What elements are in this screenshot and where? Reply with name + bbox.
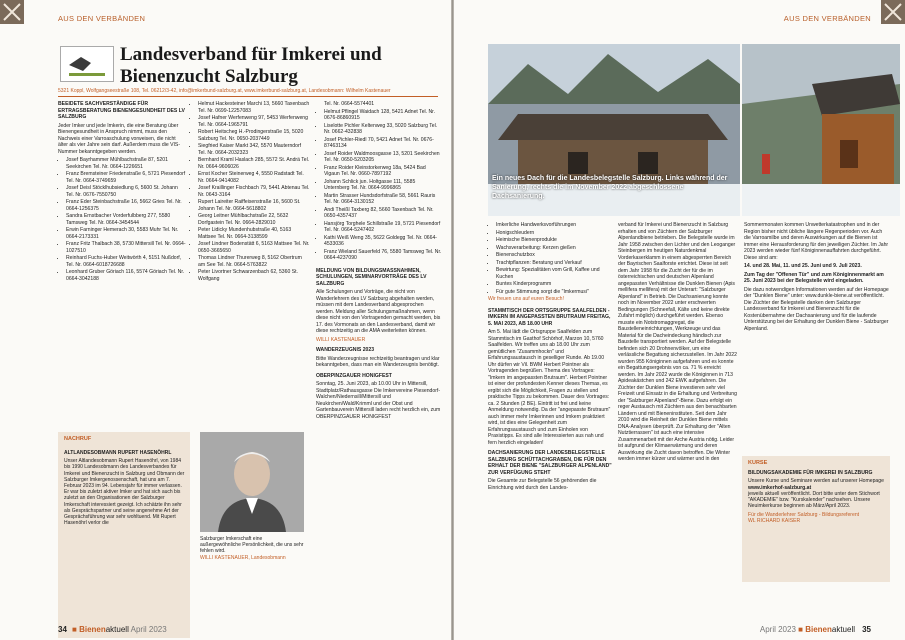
column-1 — [58, 101, 186, 283]
list-item: • Trachtpflanzen: Beratung und Verkauf — [496, 260, 612, 267]
paragraph: Die dazu notwendigen Informationen werden auf der Homepage der "Dunklen Biene" unter: www.dunkle-biene.at veröffentlicht. Die Züchter der Belegstelle danken dem Salzburger Landesverband für Imkerei und Bienenzucht für die Kostenübernahme der Dachsanierung und für die laufende Unterstützung bei der Erhaltung der Dunklen Biene - Salzburger Alpenland. — [744, 286, 889, 332]
welcome-line: Wir freuen uns auf euren Besuch! — [488, 296, 564, 302]
intro-paragraph: Jeder Imker und jede Imkerin, die eine Beratung über Bienengesundheit in Anspruch nimmt, muss den Nachweis einer Varroaschulung vorweisen, die nicht älter als vier Jahre sein darf. Außerdem muss die VIS-Nummer bekanntgegeben werden. — [58, 122, 181, 155]
list-item: • Honigschleudern — [496, 230, 612, 237]
list-item: • Peter Livortner Schwarzenbach 62, 5360 St. Wolfgang — [198, 269, 310, 282]
paragraph: Sommermonaten kommen Unwetterkatastrophen und in der Region bisher nicht übliche längere Regenperioden vor. Auch die Varroamilbe und deren Auswirkungen auf die Bienen ist immer eine Herausforderung für den jeweiligen Züchter. Im Jahr 2023 werden wieder fünf Königinnenauffahrten durchgeführt. Diese sind am: — [744, 222, 889, 261]
corner-logo-icon — [881, 0, 905, 24]
list-item: • Helmut Pflingel Waidach 128, 5421 Adnet Tel. Nr. 0676-86860915 — [324, 109, 442, 122]
list-item: • Sandra Ernstbacher Vorderfulbberg 277, 5580 Tamsweg Tel. Nr. 0664-3454544 — [66, 213, 186, 226]
list-item: • Franz Roider Kleinstorkerweg 18a, 5424 Bad Vigaun Tel. Nr. 0660-7897192 — [324, 165, 442, 178]
courses-box — [742, 456, 890, 582]
paragraph: Alle Schulungen und Vorträge, die nicht von Wanderlehrern des LV Salzburg abgehalten werden, müssen mit dem Landesverband abgesprochen werden. Meldung aller Schulungsmaßnahmen, wenn diese nicht von den Vortragenden gemacht werden, bis 17. des Vormonats an den Landesverband, damit wir diese rechtzeitig an die AMA weiterleiten können. — [316, 289, 441, 334]
paragraph: Sonntag, 25. Juni 2023, ab 10.00 Uhr in Mittersill, Stadtplatz/Rathausgasse Die Imkervereine Piesendorf-Walchen/Niedernsill/Mittersill und Neukirchen/Wald/Krimml und der Obst und Gartenbauverein Mittersill laden recht herzlich ein, zum OBERPINZGAUER HONIGFEST — [316, 381, 441, 420]
issue-date: April 2023 — [130, 625, 167, 634]
brand-name: Bienen — [805, 625, 832, 634]
list-item: • Reinhard Fuchs-Huber Weitwörth 4, 5151 Nußdorf, Tel. Nr. 0664-6018726688 — [66, 255, 186, 268]
brand-name-suffix: aktuell — [831, 625, 855, 634]
event-list — [488, 222, 612, 295]
photo-caption: Ein neues Dach für die Landesbelegstelle Salzburg. Links während der Sanierung, rechts die im November 2022 abgeschlossene Dachsanierung. — [492, 175, 728, 200]
list-item: • Andi Theißl Taxberg 82, 5660 Taxenbach Tel. Nr. 0650-4357437 — [324, 207, 442, 220]
section-heading: MELDUNG VON BILDUNGSMASSNAHMEN, SCHULUNGEN, SEMINARVORTRÄGE DES LV SALZBURG — [316, 267, 427, 287]
right-column-3 — [744, 222, 890, 334]
list-item: • Buntes Kinderprogramm — [496, 281, 612, 288]
contact-line: 5321 Koppl, Wolfgangseestraße 108, Tel. 06212/3-42, info@imkerbund-salzburg.at, www.imkerbund-salzburg.at, Landesobmann: Wilhelm Kastenauer — [58, 88, 391, 94]
portrait-caption — [200, 536, 304, 561]
list-item: • Kathi Weiß Weng 35, 5622 Goldegg Tel. Nr. 0664-4533036 — [324, 235, 442, 248]
courses-heading: BILDUNGSAKADEMIE FÜR IMKEREI IN SALZBURG — [748, 470, 873, 476]
list-item: • Wachsverarbeitung: Kerzen gießen — [496, 245, 612, 252]
obituary-tag: NACHRUF — [64, 436, 92, 442]
list-item: • Liselotte Pichler Keltenweg 33, 5020 Salzburg Tel. Nr. 0662-432838 — [324, 123, 442, 136]
column-2 — [190, 101, 310, 283]
page-number: 35 — [862, 625, 871, 634]
obituary-body — [64, 450, 186, 526]
caption-text: Salzburger Imkerschaft eine außergewöhnliche Persönlichkeit, die uns sehr fehlen wird. — [200, 536, 304, 555]
association-badge-image — [60, 46, 114, 82]
section-heading: OBERPINZGAUER HONIGFEST — [316, 372, 392, 379]
courses-text: Unsere Kurse und Seminare werden auf unserer Homepage — [748, 478, 884, 485]
list-item: • Imkerliche Handwerksvorführungen — [496, 222, 612, 229]
list-item: • Rupert Laireiter Raiffeisenstraße 16, 5600 St. Johann Tel. Nr. 0664-5618802 — [198, 199, 310, 212]
list-item: • Robert Heitscheg H.-Prodingerstraße 15, 5020 Salzburg Tel. Nr. 0650-2037449 — [198, 129, 310, 142]
obituary-box — [58, 432, 190, 638]
list-item: • Georg Leitner Mühlbachstraße 22, 5632 Dorfgastein Tel. Nr. 0664-2829010 — [198, 213, 310, 226]
courses-note: Für die Wanderlehrer Salzburg - Bildungsreferent — [748, 511, 860, 518]
list-item: • Johann Schlick jun. Holtgasse 111, 5585 Unternberg Tel. Nr. 0664-9996865 — [324, 179, 442, 192]
paragraph: Am 5. Mai lädt die Ortsgruppe Saalfelden zum Stammtisch im Gasthof Schörhof, Marzon 10, 5760 Saalfelden. Wir treffen uns ab 18.00 Uhr zum gemütlichen "Zusammhockn" und Erfahrungsaustausch in geselliger Runde. Ab 19.00 Uhr dürfen wir Vil. BWM Herbert Pointner als Vortragenden begrüßen. Thema des Vortrages: "Imkern im angepassten Brutraum". Herbert Pointner ist einer der profundesten Kenner dieses Themas, es ergibt sich die Möglichkeit, Fragen zu stellen und praktische Tipps zu bekommen. Dauer des Vortrages: ca. 2 Stunden (2 BE). Eintritt ist frei und keine Anmeldung notwendig. Da der "angepasste Brutraum" auch immer mehr Imkerinnen und Imkern praktiziert wird, ist dies eine Gelegenheit zum Erfahrungsaustausch und zum Einholen von Praxistipps. Es sind alle Interessierten aus nah und fern herzlich eingeladen! — [488, 329, 611, 446]
list-item: • Josef Lindner Bodenstätt 6, 5163 Mattsee Tel. Nr. 0650-3665650 — [198, 241, 310, 254]
obituary-heading: ALTLANDESOBMANN RUPERT HASENÖHRL — [64, 450, 172, 456]
list-item: • Franz Eder Steinbachstraße 16, 5662 Gries Tel. Nr. 0664-1256375 — [66, 199, 186, 212]
list-item: • Hansjörg Torghele Schillstraße 19, 5721 Piesendorf Tel. Nr. 0664-5247402 — [324, 221, 442, 234]
right-column-2 — [618, 222, 738, 465]
list-item: • Für gute Stimmung sorgt die "Imkermusi" — [496, 289, 612, 296]
open-day-highlight: Zum Tag der "Offenen Tür" und zum Königinnenmarkt am 25. Juni 2023 bei der Belegstelle wird eingeladen. — [744, 271, 884, 284]
list-item: • Josef Deisl Stöcklhubsiedlung 6, 5600 St. Johann Tel. Nr. 0676-7550750 — [66, 185, 186, 198]
paragraph: Die Gesamte zur Belegstelle 56 gehörenden die Einrichtung wird durch den Landes- — [488, 478, 597, 491]
list-item: • Siegfried Kaiser Markt 342, 5570 Mauterndorf Tel. Nr. 0664-2032323 — [198, 143, 310, 156]
paragraph: Bitte Wanderzeugnisse rechtzeitig beantragen und klar bekanntgeben, dass man ein Wanderzeugnis benötigt. — [316, 355, 440, 368]
list-item: • Thomas Lindner Thurerweg 8, 5162 Obertrum am See Tel. Nr. 0664-5763822 — [198, 255, 310, 268]
issue-date: April 2023 — [759, 625, 796, 634]
list-item: • Helmut Hackesteiner Marchi 13, 5660 Taxenbach Tel. Nr. 0699-12257083 — [198, 101, 310, 114]
list-item: • Franz Fritz Thalbach 38, 5730 Mittersill Tel. Nr. 0664-1027510 — [66, 241, 186, 254]
divider — [58, 96, 438, 97]
right-column-1 — [488, 222, 612, 493]
list-item: • Peter Lidicky Mundenhubstraße 40, 5163 Mattsee Tel. Nr. 0664-3138599 — [198, 227, 310, 240]
caption-credit: WILLI KASTENAUER, Landesobmann — [200, 554, 286, 561]
corner-logo-icon — [0, 0, 24, 24]
list-item: • Josef Roider Waldmoosgasse 13, 5201 Seekirchen Tel. Nr. 0650-5203205 — [324, 151, 442, 164]
magazine-brand: ■ Bienenaktuell April 2023 — [72, 625, 167, 634]
portrait-photo — [200, 432, 304, 532]
hut-photo-finished — [742, 44, 900, 216]
section-heading: STAMMTISCH DER ORTSGRUPPE SAALFELDEN - IMKERN IM ANGEPASSTEN BRUTRAUM FREITAG, 5. MAI 2023, AB 18.00 UHR — [488, 307, 611, 327]
list-item: • Bewirtung: Spezialitäten vom Grill, Kaffee und Kuchen — [496, 267, 612, 280]
expert-list — [58, 157, 186, 282]
obituary-text: Unser Altlandesobmann Rupert Hasenöhrl, von 1984 bis 1990 Landesobmann des Landesverbandes für Imkerei und Bienenzucht in Salzburg und Obmann der Salzburger Imkergenossenschaft, hat uns am 7. Februar 2023 im 94. Lebensjahr für immer verlassen. Er war bis zuletzt aktiver Imker und hat sich auch bis zuletzt an den Organisationen der Salzburger Imkerschaft interessiert gezeigt. Ich schätzte ihn sehr als Gesprächspartner und seine angenehme Art der Gesprächsführung war sehr wohltuend. Mit Rupert Hasenöhrl verlor die — [64, 458, 185, 527]
list-item: • Franz Wieland Sauerfeld 76, 5580 Tamsweg Tel. Nr. 0664-4237090 — [324, 249, 442, 262]
expert-list — [316, 101, 442, 262]
list-item: • Josef Bayrhammer Mühlbachstraße 87, 5201 Seekirchen Tel. Nr. 0664-1226651 — [66, 157, 186, 170]
list-item: • Josef Pichler-Riedl 70, 5421 Adnet Tel. Nr. 0676-87463134 — [324, 137, 442, 150]
section-heading: WANDERZEUGNIS 2023 — [316, 347, 375, 353]
paragraph: verband für Imkerei und Bienenzucht in Salzburg erhalten und von Züchtern der Salzburger Alpenlandbiene betrieben. Die Belegstelle wurde im Jahr 1958 zwischen den Lichter und den Leoganger Steinbergen im heutigen Naturdenkmal Vorderkaserklamm in einem abgesperrten Bereich der Bayrischen Saalforste errichtet. Diese ist seit dem Jahr 1958 für die Zucht der für die im österreichischen und deutschen Alpenland angepassten Verhältnisse die Dunklen Bienen (Apis mellifera mellifera) mit der Unterart: "Salzburger Alpenland" in Betrieb. Die Dachsanierung konnte noch im November 2022 unter erschwerten Bedingungen (Schneefall, Kälte und keine direkte Zufahrt möglich) durchgeführt werden. Ebenso musste ein Notstromaggregat, die Baustelleneinrichtungen, Werkzeuge und das Material für die Dacheindeckung händisch zur Baustelle transportiert werden. Auf der Belegstelle befinden sich 20 Drohnenvölker, um eine verlässliche Begattung sicherzustellen. Im Jahr 2022 wurden 955 Königinnen aufgefahren und es konnte ein Begattungsergebnis von ca. 71 % erreicht werden. Im Jahr 2022 wurde die Königinnen in 713 Apideakästchen und 242 EWK aufgefahren. Die Züchter der Dunklen Biene investieren sehr viel Freizeit und Einsatz in die Erhaltung und Verbreitung der "Salzburger Alpenland"-Biene. Dazu erfolgt ein reger Austausch mit Züchtern aus den benachbarten Ländern und mit Bieneninstituten. Seit dem Jahr 2010 wird die Reinheit der Dunklen Biene mittels DNA-Analysen überprüft. Zur Erhaltung der "Alten Nutztierrassen" ist auch eine intensive Zusammenarbeit mit der Arche Austria nötig. Leider ist aufgrund der Klimaerwärmung und deren Auswirkung die Zucht davon betroffen. Die Winter werden immer kürzer und wärmer und in den — [618, 222, 737, 462]
list-item: Tel. Nr. 0664-5574401 — [324, 101, 375, 107]
list-item: • Josef Hafner Werfenweng 97, 5453 Werfenweng Tel. Nr. 0664-1965791 — [198, 115, 310, 128]
list-item: • Bienenschutzbox — [496, 252, 612, 259]
list-item: • Leonhard Gruber Göriach 116, 5574 Göriach Tel. Nr. 0664-3042188 — [66, 269, 186, 282]
section-label: AUS DEN VERBÄNDEN — [783, 14, 871, 23]
brand-name-suffix: aktuell — [105, 625, 129, 634]
dates-highlight: 14. und 28. Mai, 11. und 25. Juni und 9. Juli 2023. — [744, 263, 862, 269]
section-heading: DACHSANIERUNG DER LANDESBELEGSTELLE SALZBURG SCHÜTTACHGRABEN, DIE FÜR DEN ERHALT DER BIENE "SALZBURGER ALPENLAND" ZUR VERFÜGUNG STEHT — [488, 450, 612, 476]
list-item: • Josef Kraillinger Fischbach 79, 5441 Abtenau Tel. Nr. 0643-3164 — [198, 185, 310, 198]
list-item: • Martin Strasser Hundsdorfstraße 58, 5661 Rauris Tel. Nr. 0664-3130152 — [324, 193, 442, 206]
page-title: Landesverband für Imkerei und Bienenzucht Salzburg — [120, 44, 382, 87]
expert-list — [190, 101, 310, 282]
list-item: • Heimische Bienenprodukte — [496, 237, 612, 244]
magazine-brand: April 2023 ■ Bienenaktuell — [759, 625, 855, 634]
courses-body — [748, 470, 884, 524]
list-item: • Bernhard Kraml Haslach 285, 5572 St. Andrä Tel. Nr. 0664-9606026 — [198, 157, 310, 170]
courses-link[interactable]: www.imkerhof-salzburg.at — [748, 484, 812, 491]
courses-tag: KURSE — [748, 460, 768, 466]
brand-name: Bienen — [79, 625, 106, 634]
list-item: • Erwin Farninger Hemerach 30, 5583 Muhr Tel. Nr. 0664-2173331 — [66, 227, 186, 240]
list-item: • Ernst Kocher Steinerweg 4, 5550 Radstadt Tel. Nr. 0664-9414082 — [198, 171, 310, 184]
column-3 — [316, 101, 442, 422]
author-credit: WILLI KASTENAUER — [316, 336, 366, 343]
courses-credit: WL RICHARD KAISER — [748, 518, 801, 525]
section-heading: BEEIDETE SACHVERSTÄNDIGE FÜR ERTRAGSBERATUNG BIENENGESUNDHEIT DES LV SALZBURG — [58, 101, 185, 120]
left-page — [0, 0, 451, 640]
page-number: 34 — [58, 625, 67, 634]
courses-text: jeweils aktuell veröffentlicht. Dort bitte unter dem Stichwort "AKADEMIE" bzw. "Kurskalender" nachsehen. Unsere Neuimkerkurse beginnen ab März/April 2023. — [748, 490, 880, 510]
list-item: • Franz Bremsteiner Friedenstraße 6, 5721 Piesendorf Tel. Nr. 0664-3749659 — [66, 171, 186, 184]
section-label: AUS DEN VERBÄNDEN — [58, 14, 146, 23]
